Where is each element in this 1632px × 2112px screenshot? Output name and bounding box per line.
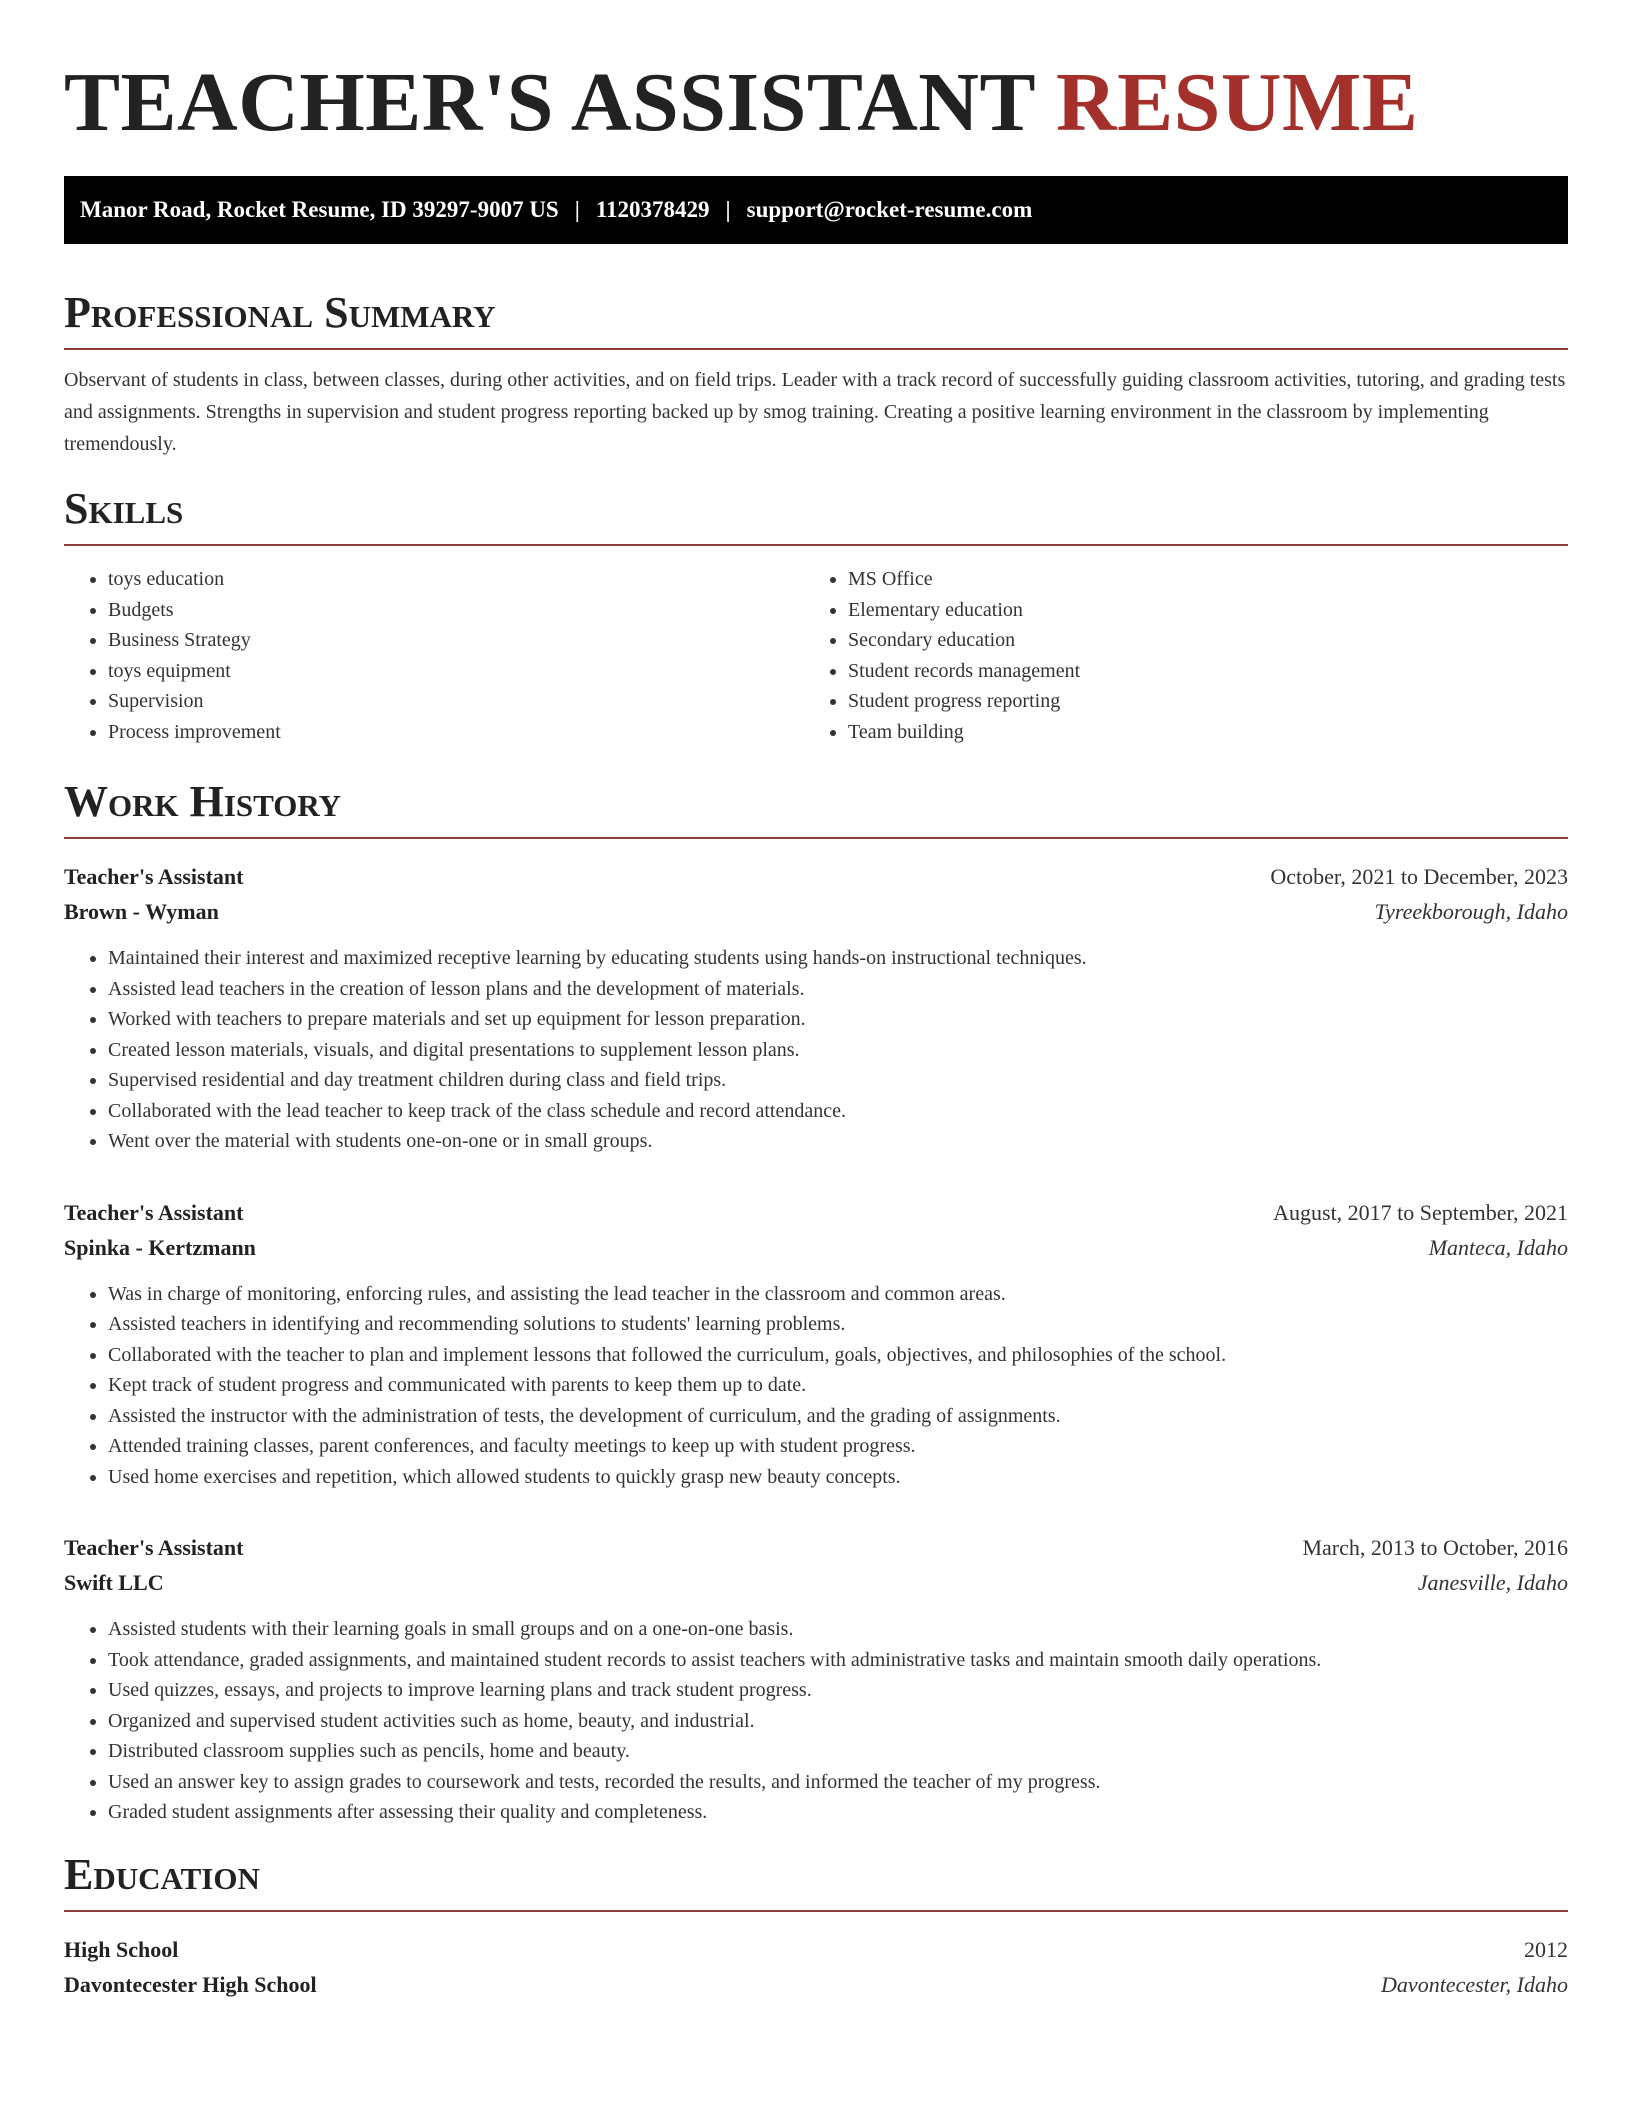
job-bullet: • Collaborated with the teacher to plan and implement lessons that followed the curriculum, goals, objectives, and philosophies of the school. [108, 1340, 1568, 1371]
resume-title [64, 50, 1568, 156]
skill-item: • Process improvement [108, 717, 804, 748]
job-location: Manteca, Idaho [1428, 1234, 1568, 1260]
skill-item: • Elementary education [848, 595, 1544, 626]
job-bullet: • Created lesson materials, visuals, and digital presentations to supplement lesson plans. [108, 1035, 1568, 1066]
contact-email[interactable]: support@rocket-resume.com [746, 197, 1033, 222]
section-divider [64, 348, 1568, 350]
job-entry [64, 1195, 1568, 1493]
section-divider [64, 544, 1568, 546]
skills-list-left [64, 564, 804, 747]
job-bullet: • Assisted the instructor with the administration of tests, the development of curriculum, and the grading of assignments. [108, 1401, 1568, 1432]
job-location: Janesville, Idaho [1417, 1570, 1568, 1595]
section-divider [64, 837, 1568, 839]
job-header-row [64, 1530, 1568, 1565]
job-company-row [64, 894, 1568, 929]
education-entry [64, 1932, 1568, 2002]
job-bullet: • Distributed classroom supplies such as pencils, home and beauty. [108, 1736, 1568, 1767]
skills-list-right [804, 564, 1544, 747]
skill-item: • Budgets [108, 595, 804, 626]
job-bullet: • Supervised residential and day treatment children during class and field trips. [108, 1065, 1568, 1096]
education-location: Davontecester, Idaho [1381, 1971, 1568, 1997]
job-header-row [64, 859, 1568, 894]
job-bullets [64, 1279, 1568, 1493]
job-bullet: • Graded student assignments after assessing their quality and completeness. [108, 1797, 1568, 1828]
job-bullet: • Took attendance, graded assignments, and maintained student records to assist teachers with administrative tasks and maintain smooth daily operations. [108, 1645, 1568, 1676]
section-title-summary: Professional Summary [64, 288, 496, 337]
education-school: Davontecester High School [64, 1971, 317, 1997]
contact-separator: | [725, 197, 731, 222]
contact-separator: | [574, 197, 580, 222]
title-main: TEACHER'S ASSISTANT [64, 56, 1035, 149]
job-location: Tyreekborough, Idaho [1374, 899, 1568, 924]
skill-item: • Student records management [848, 656, 1544, 687]
job-company: Swift LLC [64, 1570, 164, 1595]
skill-item: • Secondary education [848, 625, 1544, 656]
job-company: Spinka - Kertzmann [64, 1234, 256, 1260]
skill-item: • MS Office [848, 564, 1544, 595]
section-divider [64, 1910, 1568, 1912]
education-header-row [64, 1932, 1568, 1967]
job-dates: March, 2013 to October, 2016 [1302, 1535, 1568, 1560]
section-title-education: Education [64, 1849, 260, 1899]
education-year: 2012 [1524, 1936, 1568, 1962]
job-bullet: • Used an answer key to assign grades to coursework and tests, recorded the results, and informed the teacher of my progress. [108, 1767, 1568, 1798]
job-header-row [64, 1195, 1568, 1230]
job-bullet: • Went over the material with students one-on-one or in small groups. [108, 1126, 1568, 1157]
summary-section [64, 288, 1568, 460]
section-title-skills: Skills [64, 484, 184, 533]
title-accent: RESUME [1055, 56, 1419, 149]
work-history-section [64, 777, 1568, 1828]
section-title-work-history: Work History [64, 777, 342, 826]
job-entry [64, 1530, 1568, 1828]
job-title: Teacher's Assistant [64, 1535, 244, 1560]
job-bullet: • Worked with teachers to prepare materials and set up equipment for lesson preparation. [108, 1004, 1568, 1035]
contact-phone: 1120378429 [595, 197, 710, 222]
job-bullets [64, 943, 1568, 1157]
skills-section [64, 484, 1568, 747]
job-bullet: • Assisted students with their learning goals in small groups and on a one-on-one basis. [108, 1614, 1568, 1645]
job-title: Teacher's Assistant [64, 1199, 244, 1225]
job-bullet: • Kept track of student progress and communicated with parents to keep them up to date. [108, 1370, 1568, 1401]
education-section [64, 1850, 1568, 2002]
job-bullets [64, 1614, 1568, 1828]
job-company-row [64, 1565, 1568, 1600]
job-bullet: • Maintained their interest and maximized receptive learning by educating students using hands-on instructional techniques. [108, 943, 1568, 974]
job-bullet: • Attended training classes, parent conferences, and faculty meetings to keep up with student progress. [108, 1431, 1568, 1462]
education-school-row [64, 1967, 1568, 2002]
job-bullet: • Collaborated with the lead teacher to keep track of the class schedule and record attendance. [108, 1096, 1568, 1127]
contact-address: Manor Road, Rocket Resume, ID 39297-9007 US [80, 197, 559, 222]
skill-item: • Supervision [108, 686, 804, 717]
job-dates: August, 2017 to September, 2021 [1273, 1199, 1568, 1225]
skill-item: • Student progress reporting [848, 686, 1544, 717]
contact-bar [64, 176, 1568, 244]
job-bullet: • Assisted lead teachers in the creation of lesson plans and the development of materials. [108, 974, 1568, 1005]
job-bullet: • Assisted teachers in identifying and recommending solutions to students' learning problems. [108, 1309, 1568, 1340]
job-dates: October, 2021 to December, 2023 [1270, 864, 1568, 889]
job-bullet: • Used quizzes, essays, and projects to improve learning plans and track student progress. [108, 1675, 1568, 1706]
skill-item: • toys education [108, 564, 804, 595]
skill-item: • Business Strategy [108, 625, 804, 656]
summary-text: Observant of students in class, between classes, during other activities, and on field trips. Leader with a track record of successfully guiding classroom activities, tutoring, and grading tests and assignments. Strengths in supervision and student progress reporting backed up by smog training. Creating a positive learning environment in the classroom by implementing tremendously. [64, 369, 1566, 455]
skill-item: • Team building [848, 717, 1544, 748]
skill-item: • toys equipment [108, 656, 804, 687]
education-degree: High School [64, 1936, 179, 1962]
job-bullet: • Organized and supervised student activities such as home, beauty, and industrial. [108, 1706, 1568, 1737]
job-bullet: • Was in charge of monitoring, enforcing rules, and assisting the lead teacher in the classroom and common areas. [108, 1279, 1568, 1310]
job-company-row [64, 1230, 1568, 1265]
job-bullet: • Used home exercises and repetition, which allowed students to quickly grasp new beauty concepts. [108, 1462, 1568, 1493]
skills-columns [64, 564, 1568, 747]
job-entry [64, 859, 1568, 1157]
job-company: Brown - Wyman [64, 899, 219, 924]
job-title: Teacher's Assistant [64, 864, 244, 889]
